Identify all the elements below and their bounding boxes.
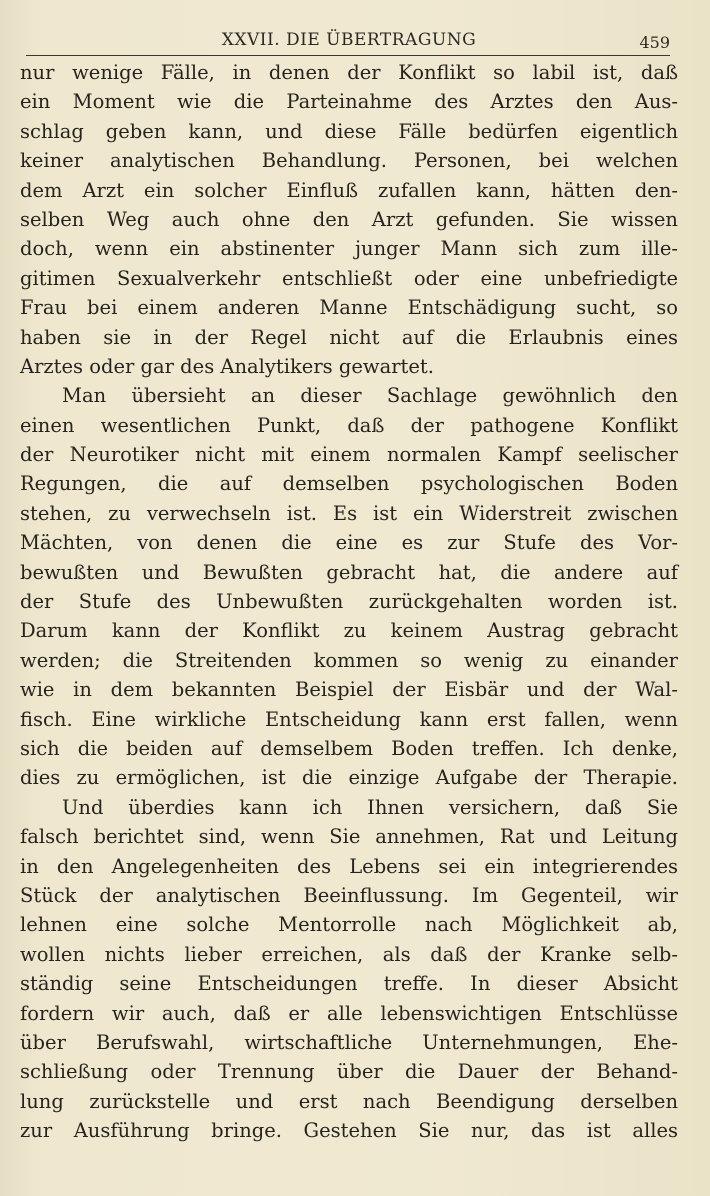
text-line: fisch. Eine wirkliche Entscheidung kann erst fallen, wenn bbox=[20, 707, 678, 731]
text-line: nur wenige Fälle, in denen der Konflikt so labil ist, daß bbox=[20, 61, 678, 84]
text-line: wollen nichts lieber erreichen, als daß der Kranke selb- bbox=[20, 942, 678, 966]
text-line: gitimen Sexualverkehr entschließt oder eine unbefriedigte bbox=[20, 266, 678, 290]
text-line: Mächten, von denen die eine es zur Stufe des Vor- bbox=[20, 531, 678, 555]
text-line: Regungen, die auf demselben psychologischen Boden bbox=[20, 472, 678, 496]
running-title: XXVII. DIE ÜBERTRAGUNG bbox=[221, 30, 477, 50]
page-number: 459 bbox=[639, 33, 670, 52]
text-line: einen wesentlichen Punkt, daß der pathogene Konflikt bbox=[20, 413, 678, 437]
text-line: ein Moment wie die Parteinahme des Arztes den Aus- bbox=[20, 90, 678, 114]
text-line: keiner analytischen Behandlung. Personen, bei welchen bbox=[20, 149, 678, 173]
text-line: dem Arzt ein solcher Einfluß zufallen kann, hätten den- bbox=[20, 178, 678, 202]
text-line: Frau bei einem anderen Manne Entschädigung sucht, so bbox=[20, 296, 678, 320]
text-line: doch, wenn ein abstinenter junger Mann sich zum ille- bbox=[20, 237, 678, 261]
text-line: sich die beiden auf demselbem Boden treffen. Ich denke, bbox=[20, 736, 678, 760]
text-line: lehnen eine solche Mentorrolle nach Möglichkeit ab, bbox=[20, 913, 678, 937]
body-text bbox=[20, 58, 678, 1145]
text-line: falsch berichtet sind, wenn Sie annehmen, Rat und Leitung bbox=[20, 825, 678, 849]
text-line: schlag geben kann, und diese Fälle bedürfen eigentlich bbox=[20, 119, 678, 143]
page-header bbox=[26, 28, 672, 54]
text-line: wie in dem bekannten Beispiel der Eisbär und der Wal- bbox=[20, 678, 678, 702]
text-line: selben Weg auch ohne den Arzt gefunden. Sie wissen bbox=[20, 207, 678, 231]
text-line: stehen, zu verwechseln ist. Es ist ein Widerstreit zwischen bbox=[20, 501, 678, 525]
header-rule bbox=[26, 55, 670, 56]
text-line: haben sie in der Regel nicht auf die Erlaubnis eines bbox=[20, 325, 678, 349]
text-line: bewußten und Bewußten gebracht hat, die andere auf bbox=[20, 560, 678, 584]
text-line: werden; die Streitenden kommen so wenig zu einander bbox=[20, 648, 678, 672]
text-line: ständig seine Entscheidungen treffe. In dieser Absicht bbox=[20, 972, 678, 996]
text-line: in den Angelegenheiten des Lebens sei ein integrierendes bbox=[20, 854, 678, 878]
text-line: zur Ausführung bringe. Gestehen Sie nur, das ist alles bbox=[20, 1119, 678, 1143]
text-line: der Neurotiker nicht mit einem normalen Kampf seelischer bbox=[20, 443, 678, 467]
paragraph-end-line: dies zu ermöglichen, ist die einzige Aufgabe der Therapie. bbox=[20, 766, 678, 790]
text-line: über Berufswahl, wirtschaftliche Unternehmungen, Ehe- bbox=[20, 1030, 678, 1054]
text-line: lung zurückstelle und erst nach Beendigung derselben bbox=[20, 1089, 678, 1113]
paragraph-end-line: Arztes oder gar des Analytikers gewartet. bbox=[20, 354, 434, 378]
text-line: fordern wir auch, daß er alle lebenswichtigen Entschlüsse bbox=[20, 1001, 678, 1025]
text-line: der Stufe des Unbewußten zurückgehalten worden ist. bbox=[20, 590, 678, 614]
text-line: Stück der analytischen Beeinflussung. Im Gegenteil, wir bbox=[20, 883, 678, 907]
paragraph-start-line: Man übersieht an dieser Sachlage gewöhnlich den bbox=[62, 384, 678, 408]
text-line: schließung oder Trennung über die Dauer der Behand- bbox=[20, 1060, 678, 1084]
paragraph-start-line: Und überdies kann ich Ihnen versichern, daß Sie bbox=[62, 795, 678, 819]
text-line: Darum kann der Konflikt zu keinem Austrag gebracht bbox=[20, 619, 678, 643]
